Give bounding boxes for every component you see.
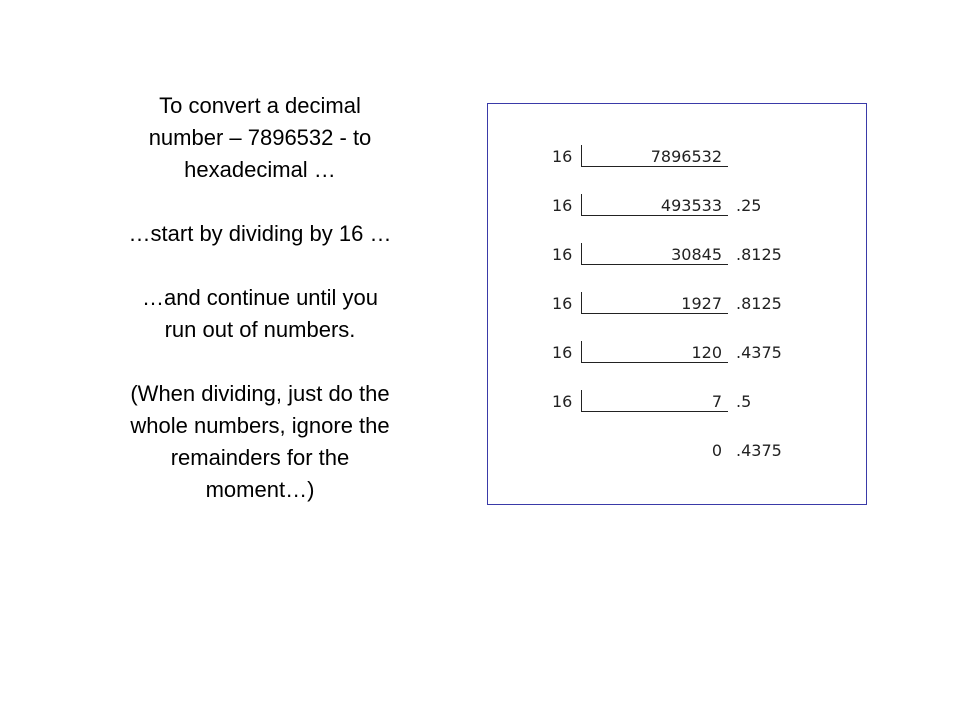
quotient: 120 bbox=[691, 343, 722, 362]
remainder: .4375 bbox=[736, 343, 782, 362]
step-two-paragraph bbox=[60, 282, 460, 346]
quotient: 7 bbox=[711, 392, 722, 411]
text-line: …start by dividing by 16 … bbox=[128, 221, 392, 246]
text-line: moment…) bbox=[205, 477, 315, 502]
division-row bbox=[488, 386, 866, 416]
text-line: run out of numbers. bbox=[164, 317, 356, 342]
division-row bbox=[488, 239, 866, 269]
quotient: 1927 bbox=[681, 294, 722, 313]
division-diagram bbox=[487, 103, 867, 505]
quotient: 30845 bbox=[671, 245, 722, 264]
divisor: 16 bbox=[552, 294, 573, 313]
quotient: 0 bbox=[711, 441, 722, 460]
division-row bbox=[488, 288, 866, 318]
divisor: 16 bbox=[552, 392, 573, 411]
quotient: 493533 bbox=[660, 196, 722, 215]
remainder: .4375 bbox=[736, 441, 782, 460]
divisor: 16 bbox=[552, 343, 573, 362]
division-row bbox=[488, 141, 866, 171]
quotient: 7896532 bbox=[650, 147, 722, 166]
divisor: 16 bbox=[552, 147, 573, 166]
remainder: .5 bbox=[736, 392, 752, 411]
explanation-text bbox=[60, 90, 460, 506]
remainder: .8125 bbox=[736, 245, 782, 264]
text-line: number – 7896532 - to bbox=[148, 125, 372, 150]
note-paragraph bbox=[60, 378, 460, 506]
text-line: remainders for the bbox=[170, 445, 350, 470]
text-line: To convert a decimal bbox=[159, 93, 361, 118]
divisor: 16 bbox=[552, 196, 573, 215]
division-row bbox=[488, 337, 866, 367]
division-bracket bbox=[581, 390, 728, 412]
text-line: whole numbers, ignore the bbox=[130, 413, 390, 438]
division-row bbox=[488, 190, 866, 220]
divisor: 16 bbox=[552, 245, 573, 264]
step-one-paragraph bbox=[60, 218, 460, 250]
intro-paragraph bbox=[60, 90, 460, 186]
text-line: hexadecimal … bbox=[184, 157, 336, 182]
remainder: .25 bbox=[736, 196, 762, 215]
remainder: .8125 bbox=[736, 294, 782, 313]
division-row-final bbox=[488, 435, 866, 465]
text-line: (When dividing, just do the bbox=[130, 381, 390, 406]
text-line: …and continue until you bbox=[141, 285, 379, 310]
